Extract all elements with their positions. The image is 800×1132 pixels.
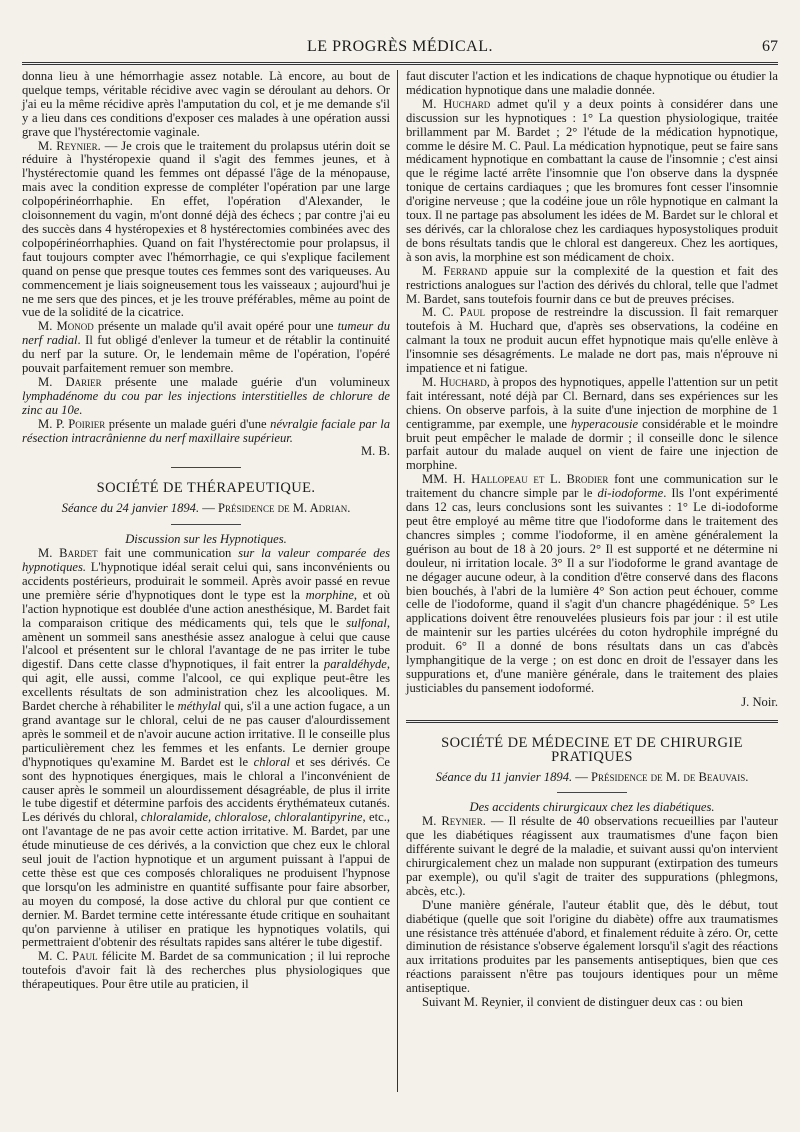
- speaker-name: M. Monod: [38, 319, 94, 334]
- journal-title: LE PROGRÈS MÉDICAL.: [307, 38, 493, 55]
- paragraph: M. Monod présente un malade qu'il avait opéré pour une tumeur du nerf radial. Il fut obligé d'enlever la tumeur et de rétablir la continuité du nerf par la suture. Or, le lendemain même de l'opération, l'opéré pouvait parfaitement remuer son membre.: [22, 319, 390, 376]
- running-header: [22, 38, 778, 60]
- paragraph: faut discuter l'action et les indications de chaque hypnotique ou étudier la médication hypnotique dans une maladie donnée.: [406, 69, 778, 97]
- separator-rule: [171, 524, 241, 525]
- session-line: Séance du 24 janvier 1894. — Présidence de M. Adrian.: [61, 501, 351, 516]
- paragraph: M. C. Paul félicite M. Bardet de sa communication ; il lui reproche toutefois d'avoir fait là des recherches plus physiologiques que thérapeutiques. Pour être utile au praticien, il: [22, 949, 390, 992]
- session-line: Séance du 11 janvier 1894. — Présidence de M. de Beauvais.: [435, 769, 749, 784]
- speaker-name: M. Huchard: [422, 374, 487, 389]
- paragraph: MM. H. Hallopeau et L. Brodier font une communication sur le traitement du chancre simple par le di-iodoforme. Ils l'ont expérimenté dans 12 cas, leurs conclusions sont les suivantes : 1° Le di-iodoforme peut être employé au même titre que l'iodoforme dans le traitement des chancres simples ; comme l'iodoforme, il en amène généralement la guérison au bout de 18 à 20 jours. 2° Il est supporté et ne détermine ni douleur, ni irritation locale. 3° Il a sur l'iodoforme le grand avantage de ne dégager aucune odeur, à la condition d'être conservé dans des flacons bien bouchés, à l'abri de la lumière 4° Son action peut échouer, comme celle de l'iodoforme, quand il s'agit d'un chancre phagédénique. 5° Les applications doivent être renouvelées plusieurs fois par jour : il est utile de maintenir sur les parties ulcérées du coton hydrophile imprégné du produit. 6° Il a donné de bons résultats dans un cas d'abcès lymphangitique de la verge ; on est donc en droit de l'essayer dans les suppurations et, d'une manière générale, dans le traitement des plaies justiciables du pansement iodoformé.: [406, 472, 778, 695]
- speaker-name: M. P. Poirier: [38, 416, 106, 431]
- speaker-name: M. Ferrand: [422, 263, 488, 278]
- section-rule: [406, 720, 778, 723]
- speaker-name: M. C. Paul: [422, 305, 486, 320]
- paragraph: Suivant M. Reynier, il convient de distinguer deux cas : ou bien: [422, 995, 743, 1010]
- signature: J. Noir.: [741, 694, 778, 709]
- paragraph: M. Reynier. — Je crois que le traitement du prolapsus utérin doit se réduire à l'hystéropexie quand il s'agit des femmes jeunes, et à l'hystérectomie quand les femmes ont dépassé l'âge de la ménopause, mais avec la condition expresse de compléter l'opération par une large colpopérinéorrhaphie. En effet, l'opération d'Alexander, le cloisonnement du vagin, m'ont donné déjà des échecs ; par contre j'ai eu des succès dans 4 hystéropexies et 8 hystérectomies combinées avec des colpopérinéorrhaphies. Quand on fait l'hystérectomie pour prolapsus, il faut toujours compter avec l'hémorrhagie, ce qui s'explique facilement quand on pense que presque toutes ces femmes sont des variqueuses. Au commencement je liais soigneusement tous les vaisseaux ; aujourd'hui je ne me sers que des pinces, et je les trouve préférables, même au point de vue de la solidité de la cicatrice.: [22, 138, 390, 320]
- section-title: SOCIÉTÉ DE MÉDECINE ET DE CHIRURGIE PRATIQUES: [441, 734, 743, 765]
- paragraph: M. Huchard, à propos des hypnotiques, appelle l'attention sur un petit fait intéressant, noté déjà par Cl. Bernard, dans ses expériences sur les chiens. On observe parfois, à la suite d'une injection de morphine de 1 centigramme, par exemple, une hyperacousie considérable et le moindre bruit peut empêcher le malade de dormir ; il conseille donc le silence parfait autour du malade auquel on vient de faire une injection de morphine.: [406, 374, 778, 473]
- discussion-title: Discussion sur les Hypnotiques.: [125, 532, 287, 547]
- header-rule: [22, 62, 778, 65]
- section-title: SOCIÉTÉ DE THÉRAPEUTIQUE.: [96, 480, 316, 497]
- speaker-name: M. Bardet: [38, 546, 98, 561]
- paragraph: M. Reynier. — Il résulte de 40 observations recueillies par l'auteur que les diabétiques réagissent aux traumatismes d'une façon bien différente suivant le degré de la maladie, et suivant aussi qu'on intervient chirurgicalement chez un malade non suppurant (extirpation des tumeurs par exemple), ou qu'il s'agit de traiter des suppurations (phlegmons, abcès, etc.).: [406, 814, 779, 898]
- paragraph: M. Huchard admet qu'il y a deux points à considérer dans une discussion sur les hypnotiques : 1° La question physiologique, traitée brillamment par M. Bardet ; 2° l'étude de la médication hypnotique, comme le désire M. C. Paul. La médication hypnotique, peut se faire sans médicament hypnotique en combattant la cause de l'insomnie ; c'est ainsi que le régime lacté arrête l'insomnie que l'on observe dans la dyspnée tonique de certains cardiaques ; que les bromures font cesser l'insomnie d'origine nerveuse ; que la codéine joue un rôle hypnotique en calmant la toux. Il ne partage pas absolument les idées de M. Bardet sur le chloral et ses dérivés, car la chloralose chez les cardiaques hyposystoliques produit de bons résultats tandis que le chloral est dangereux. Chez les aortiques, à son avis, la morphine est son médicament de choix.: [406, 96, 779, 264]
- column-divider: [397, 70, 398, 1092]
- paragraph: M. Ferrand appuie sur la complexité de la question et fait des restrictions analogues sur l'action des dérivés du chloral, telle que l'admet M. Bardet, sans toutefois fournir dans ce but de preuves précises.: [406, 263, 778, 306]
- separator-rule: [171, 467, 241, 468]
- separator-rule: [557, 792, 627, 793]
- speaker-name: MM. H. Hallopeau et L. Brodier: [422, 472, 609, 487]
- discussion-title: Des accidents chirurgicaux chez les diabétiques.: [469, 800, 715, 815]
- signature: M. B.: [360, 444, 390, 459]
- paragraph: D'une manière générale, l'auteur établit que, dès le début, tout diabétique (quelle que soit l'origine du diabète) offre aux traumatismes une résistance très atténuée d'abord, et finalement réduite à zéro. Or, cette diminution de résistance s'observe également lorsqu'il s'agit des réactions aux irritations produites par les pansements antiseptiques, bien que ces réactions paraissent n'être pas toujours identiques pour un même antiseptique.: [406, 897, 778, 996]
- paragraph: M. Darier présente une malade guérie d'un volumineux lymphadénome du cou par les injections interstitielles de chlorure de zinc au 10e.: [22, 374, 390, 417]
- speaker-name: M. Reynier.: [38, 138, 101, 153]
- speaker-name: M. Darier: [38, 374, 102, 389]
- right-column: [406, 70, 778, 1010]
- speaker-name: M. C. Paul: [38, 949, 98, 964]
- speaker-name: M. Huchard: [422, 96, 491, 111]
- paragraph: M. P. Poirier présente un malade guéri d'une névralgie faciale par la résection intracrânienne du nerf maxillaire supérieur.: [22, 416, 390, 445]
- left-column: [22, 70, 390, 992]
- paragraph: M. C. Paul propose de restreindre la discussion. Il fait remarquer toutefois à M. Huchard que, d'après ses observations, la codéine en calmant la toux ne produit aucun effet hypnotique mais qu'elle enlève à l'insomnie ses désagréments. Le malade ne dort pas, mais n'éprouve ni impatience et ni fatigue.: [406, 305, 778, 376]
- paragraph: M. Bardet fait une communication sur la valeur comparée des hypnotiques. L'hypnotique idéal serait celui qui, sans inconvénients ou accidents postérieurs, produirait le sommeil. Après avoir passé en revue une première série d'hypnotiques dont le type est la morphine, et où l'action hypnotique est doublée d'une action anesthésique, M. Bardet fait la comparaison critique des médicaments qui, tels que le sulfonal, amènent un sommeil sans anesthésie assez analogue à celui que cause l'alcool et présentent sur le chloral l'avantage de ne pas irriter le tube digestif. Dans cette classe d'hypnotiques, il fait entrer la paraldéhyde, qui agit, elle aussi, comme l'alcool, ce qui explique peut-être les excellents résultats de son administration chez les alcooliques. M. Bardet cherche à réhabiliter le méthylal qui, s'il a une action fugace, a un grand avantage sur le chloral, celui de ne pas causer d'alourdissement après le sommeil et de n'avoir aucune action irritative. Il le conseille plus particulièrement chez les femmes et les enfants. Le dernier groupe d'hypnotiques qu'examine M. Bardet est le chloral et ses dérivés. Ce sont des hypnotiques énergiques, mais le chloral a l'inconvénient de causer après le sommeil un alourdissement désagréable, de plus il irrite le tube digestif et détermine parfois des accidents érythémateux cutanés. Les dérivés du chloral, chloralamide, chloralose, chloralantipyrine, etc., ont l'avantage de ne pas avoir cette action irritative. M. Bardet, par une étude minutieuse de ces dérivés, a la conviction que chez eux le chloral seul jouit de l'action hypnotique et un argument puissant à l'appui de cette thèse est que ces composés chloraliques ne produisent l'hypnose que lorsqu'on les administre en quantité suffisante pour faire absorber, au moyen du composé, la dose active du chloral pur que contient ce dernier. M. Bardet termine cette intéressante étude critique en souhaitant qu'on parvienne à utiliser en pratique les hypnotiques volatils, qui permettraient d'obtenir des résultats rapides sans altérer le tube digestif.: [22, 546, 390, 950]
- paragraph: donna lieu à une hémorrhagie assez notable. Là encore, au bout de quelque temps, véritable récidive avec vagin se déroulant au dehors. Or j'ai eu la même récidive après l'amputation du col, et je me demande s'il y a lieu dans ces conditions d'exposer ces malades à une opération aussi grave que l'hystérectomie vaginale.: [22, 69, 390, 139]
- page-number: 67: [762, 38, 778, 55]
- speaker-name: M. Reynier.: [422, 814, 486, 829]
